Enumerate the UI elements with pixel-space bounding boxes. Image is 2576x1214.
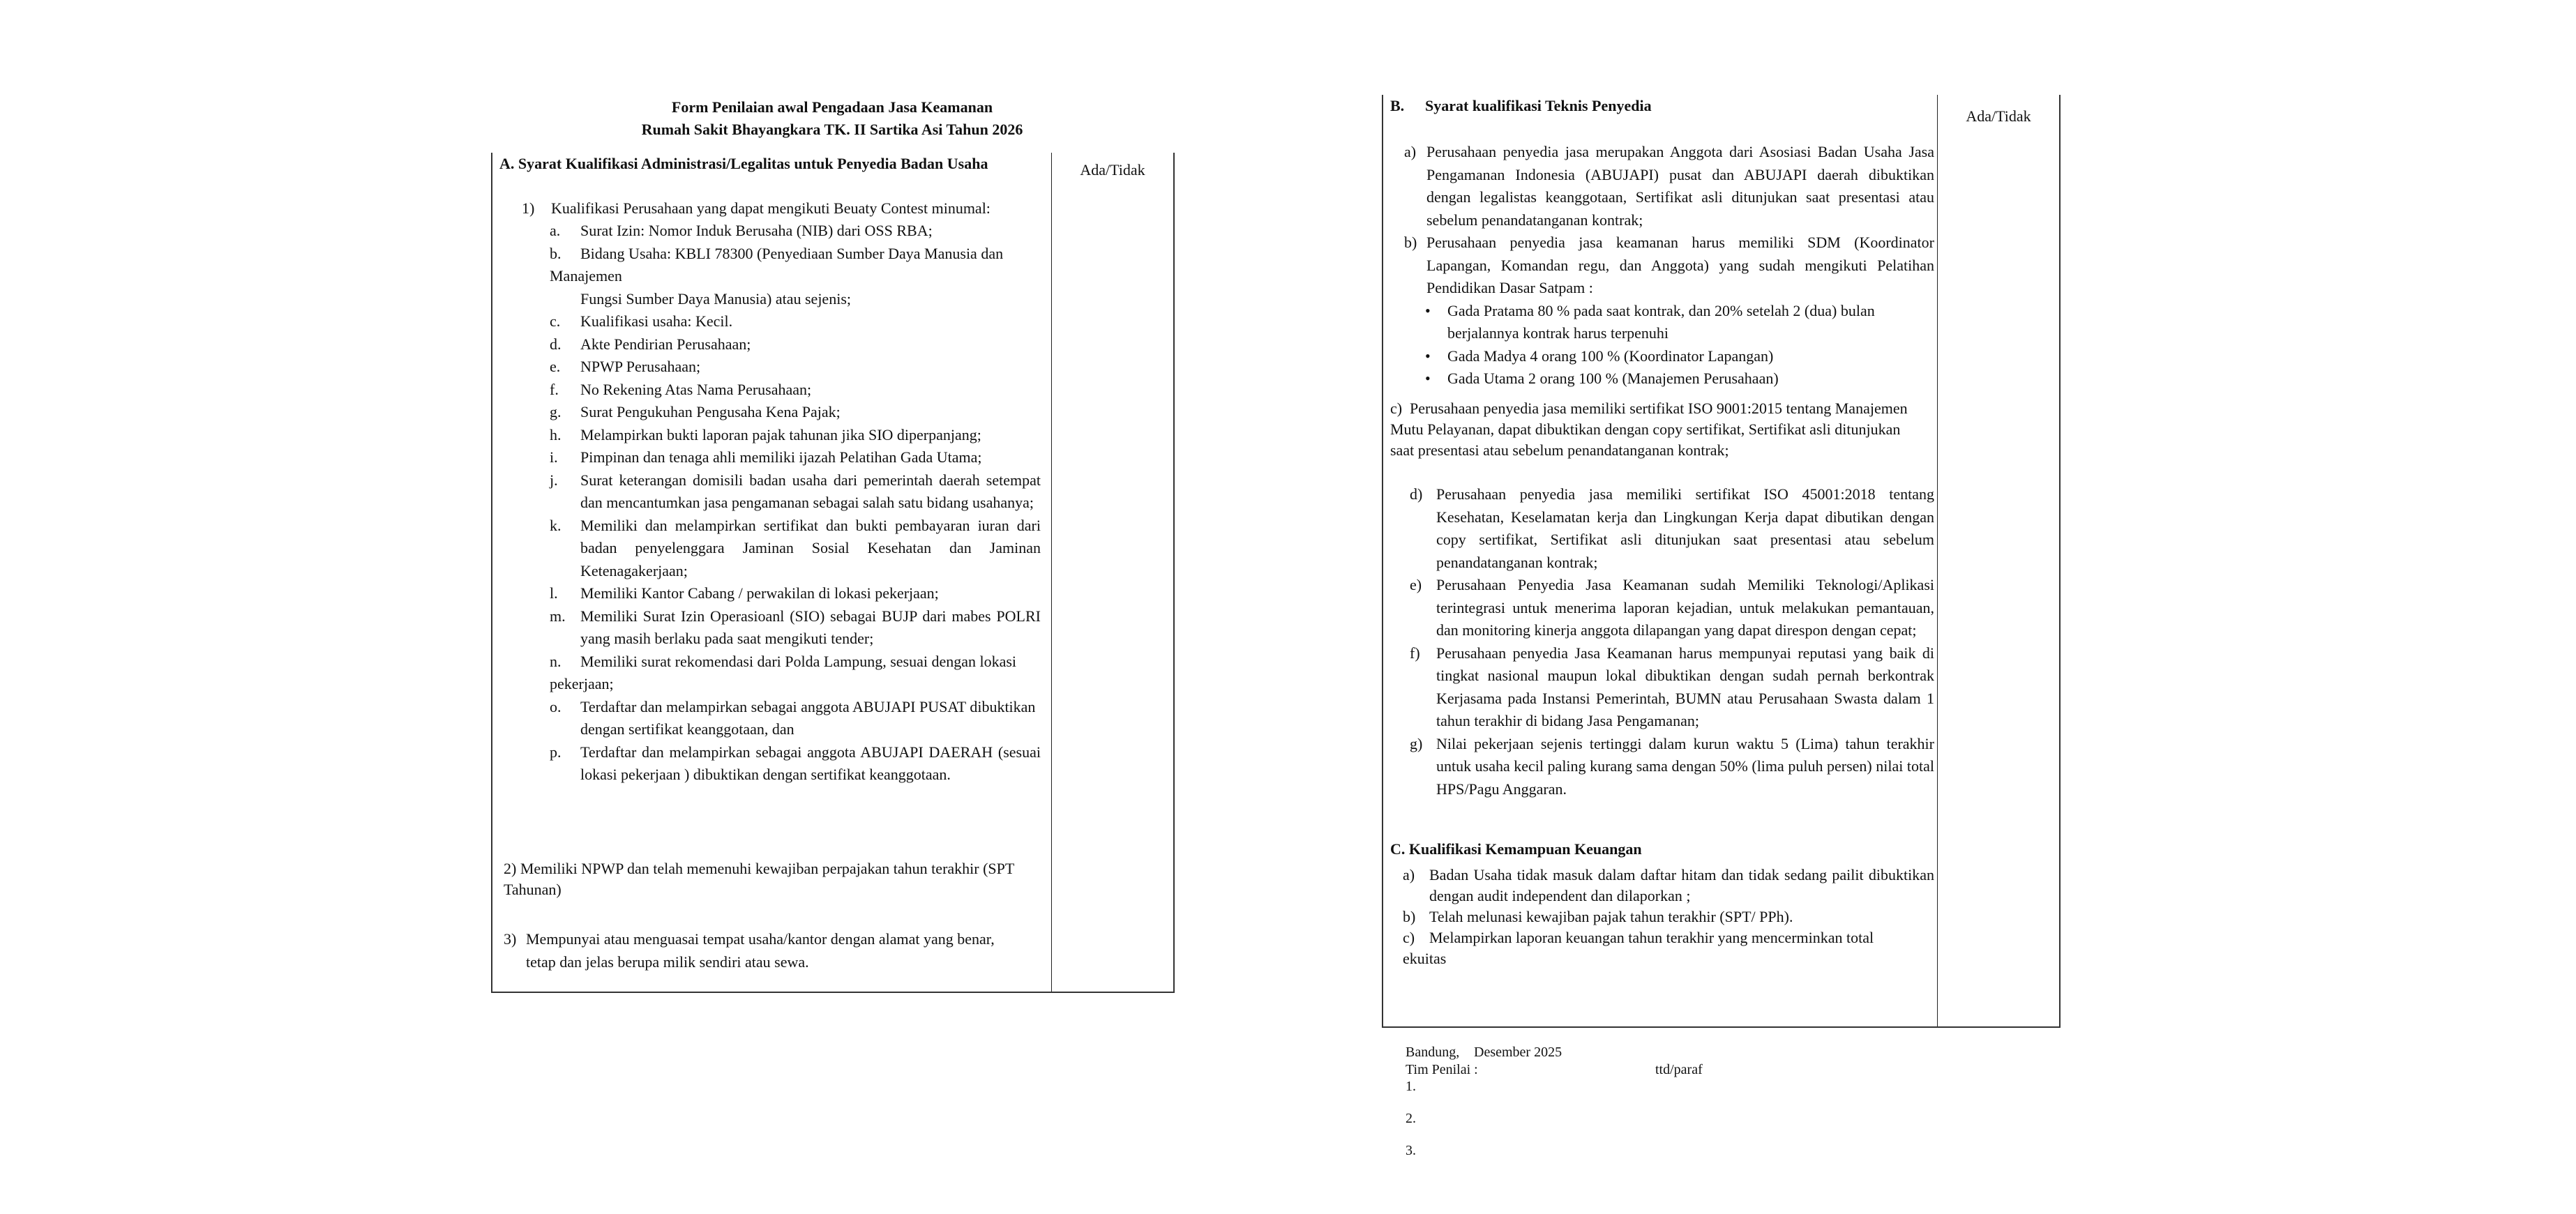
section-c-items xyxy=(1403,865,1934,969)
check-header: Ada/Tidak xyxy=(1966,107,2031,125)
signature-label: ttd/paraf xyxy=(1655,1062,1703,1077)
section-b-check-column[interactable] xyxy=(1938,95,2059,1026)
section-b-title: B. Syarat kualifikasi Teknis Penyedia xyxy=(1390,97,1652,114)
section-b-items-d-g xyxy=(1410,483,1934,801)
member-1: 1. xyxy=(1406,1079,1416,1094)
b-item-d: d) Perusahaan penyedia jasa memiliki sertifikat ISO 45001:2018 tentang Kesehatan, Keselamatan kerja dan Lingkungan Kerja dapat dibutikan dengan copy sertifikat, Sertifikat asli ditunjukan saat presentasi atau sebelum penandatanganan kontrak; xyxy=(1410,485,1934,571)
subitem-k: k. Memiliki dan melampirkan sertifikat dan bukti pembayaran iuran dari badan penyelenggara Jaminan Sosial Kesehatan dan Jaminan Ketenagakerjaan; xyxy=(550,516,1041,579)
b-item-e: e) Perusahaan Penyedia Jasa Keamanan sudah Memiliki Teknologi/Aplikasi terintegrasi untuk menerima laporan kejadian, untuk melakukan pemantauan, dan monitoring kinerja anggota dilapangan yang dapat direspon dengan cepat; xyxy=(1410,576,1934,639)
title-line-1: Form Penilaian awal Pengadaan Jasa Keamanan xyxy=(671,98,993,116)
subitem-l: l. Memiliki Kantor Cabang / perwakilan di lokasi pekerjaan; xyxy=(550,584,939,602)
bullet-icon: • xyxy=(1425,301,1431,319)
date: Desember 2025 xyxy=(1474,1045,1562,1060)
section-a-item-2: 2) Memiliki NPWP dan telah memenuhi kewajiban perpajakan tahun terakhir (SPT Tahunan) xyxy=(504,860,1014,898)
b-item-f: f) Perusahaan penyedia Jasa Keamanan harus mempunyai reputasi yang baik di tingkat nasional maupun lokal dibuktikan dengan sudah pernah berkontrak Kerjasama pada Instansi Pemerintah, BUMN atau Perusahaan Swasta dalam 1 tahun terakhir di bidang Jasa Pengamanan; xyxy=(1410,644,1934,729)
bullet-gada-utama: • Gada Utama 2 orang 100 % (Manajemen Perusahaan) xyxy=(1425,367,1934,390)
subitem-b: b. Bidang Usaha: KBLI 78300 (Penyediaan Sumber Daya Manusia dan Manajemen xyxy=(550,244,1004,284)
bullet-gada-madya: • Gada Madya 4 orang 100 % (Koordinator Lapangan) xyxy=(1425,345,1934,368)
subitem-d: d. Akte Pendirian Perusahaan; xyxy=(550,335,751,353)
section-a-requirements xyxy=(492,153,1052,992)
item-text: Kualifikasi Perusahaan yang dapat mengikuti Beuaty Contest minumal: xyxy=(551,199,991,217)
date-line xyxy=(1406,1044,1838,1061)
b-item-b-bullets xyxy=(1404,300,1934,390)
b-item-b: b) Perusahaan penyedia jasa keamanan harus memiliki SDM (Koordinator Lapangan, Komandan regu, dan Anggota) yang sudah mengikuti Pelatihan Pendidikan Dasar Satpam : xyxy=(1404,234,1934,296)
section-a-subitems xyxy=(550,220,1045,787)
bullet-gada-pratama: • Gada Pratama 80 % pada saat kontrak, dan 20% setelah 2 (dua) bulan berjalannya kontrak harus terpenuhi xyxy=(1425,300,1934,345)
b-item-c: c) Perusahaan penyedia jasa memiliki sertifikat ISO 9001:2015 tentang Manajemen Mutu Pelayanan, dapat dibuktikan dengan copy sertifikat, Sertifikat asli ditunjukan saat presentasi atau sebelum penandatanganan kontrak; xyxy=(1390,400,1908,459)
subitem-b-continued: Fungsi Sumber Daya Manusia) atau sejenis; xyxy=(580,289,851,308)
section-a-item-1 xyxy=(522,197,1052,220)
member-3: 3. xyxy=(1406,1143,1416,1158)
subitem-c: c. Kualifikasi usaha: Kecil. xyxy=(550,312,733,330)
document-title xyxy=(491,96,1173,141)
bullet-icon: • xyxy=(1425,347,1431,365)
b-item-a: a) Perusahaan penyedia jasa merupakan Anggota dari Asosiasi Badan Usaha Jasa Pengamanan Indonesia (ABUJAPI) pusat dan ABUJAPI daerah dibuktikan dengan legalistas keanggotaan, Sertifikat asli ditunjukan saat presentasi atau sebelum penandatanganan kontrak; xyxy=(1404,143,1934,229)
subitem-a: a. Surat Izin: Nomor Induk Berusaha (NIB) dari OSS RBA; xyxy=(550,222,933,239)
item-label: 1) xyxy=(522,199,535,217)
subitem-h: h. Melampirkan bukti laporan pajak tahunan jika SIO diperpanjang; xyxy=(550,425,981,443)
subitem-o: o. Terdaftar dan melampirkan sebagai anggota ABUJAPI PUSAT dibuktikan dengan sertifikat keanggotaan, dan xyxy=(550,697,1036,738)
subitem-m: m. Memiliki Surat Izin Operasioanl (SIO) sebagai BUJP dari mabes POLRI yang masih berlaku pada saat mengikuti tender; xyxy=(550,607,1041,647)
c-item-c: c) Melampirkan laporan keuangan tahun terakhir yang mencerminkan total ekuitas xyxy=(1403,929,1874,967)
subitem-p: p. Terdaftar dan melampirkan sebagai anggota ABUJAPI DAERAH (sesuai lokasi pekerjaan ) dibuktikan dengan sertifikat keanggotaan. xyxy=(550,743,1041,783)
c-item-a: a) Badan Usaha tidak masuk dalam daftar hitam dan tidak sedang pailit dibuktikan dengan audit independent dan dilaporkan ; xyxy=(1403,866,1934,904)
c-item-b: b) Telah melunasi kewajiban pajak tahun terakhir (SPT/ PPh). xyxy=(1403,908,1793,925)
member-2: 2. xyxy=(1406,1111,1416,1126)
subitem-g: g. Surat Pengukuhan Pengusaha Kena Pajak; xyxy=(550,403,841,420)
check-header: Ada/Tidak xyxy=(1080,161,1145,179)
section-b-table xyxy=(1382,95,2061,1028)
signature-block xyxy=(1406,1044,1838,1167)
city: Bandung, xyxy=(1406,1045,1460,1060)
section-c-title: C. Kualifikasi Kemampuan Keuangan xyxy=(1390,840,1642,858)
subitem-f: f. No Rekening Atas Nama Perusahaan; xyxy=(550,380,812,398)
subitem-e: e. NPWP Perusahaan; xyxy=(550,358,701,375)
bullet-icon: • xyxy=(1425,370,1431,387)
section-a-check-column[interactable] xyxy=(1052,153,1173,992)
section-a-item-3: 3) Mempunyai atau menguasai tempat usaha/kantor dengan alamat yang benar, tetap dan jelas berupa milik sendiri atau sewa. xyxy=(504,930,995,971)
subitem-i: i. Pimpinan dan tenaga ahli memiliki ijazah Pelatihan Gada Utama; xyxy=(550,448,982,466)
team-line xyxy=(1406,1061,1838,1079)
title-line-2: Rumah Sakit Bhayangkara TK. II Sartika Asi Tahun 2026 xyxy=(641,121,1023,138)
subitem-n: n. Memiliki surat rekomendasi dari Polda Lampung, sesuai dengan lokasi pekerjaan; xyxy=(550,652,1017,692)
b-item-g: g) Nilai pekerjaan sejenis tertinggi dalam kurun waktu 5 (Lima) tahun terakhir untuk usaha kecil paling kurang sama dengan 50% (lima puluh persen) nilai total HPS/Pagu Anggaran. xyxy=(1410,734,1934,798)
section-a-table xyxy=(491,153,1175,993)
section-b-requirements xyxy=(1383,95,1938,1026)
team-members xyxy=(1406,1070,1838,1167)
subitem-j: j. Surat keterangan domisili badan usaha dari pemerintah daerah setempat dan mencantumkan jasa pengamanan sebagai salah satu bidang usahanya; xyxy=(550,471,1041,511)
section-b-items xyxy=(1404,141,1934,390)
team-label: Tim Penilai : xyxy=(1406,1062,1478,1077)
section-a-title: A. Syarat Kualifikasi Administrasi/Legalitas untuk Penyedia Badan Usaha xyxy=(499,155,988,172)
